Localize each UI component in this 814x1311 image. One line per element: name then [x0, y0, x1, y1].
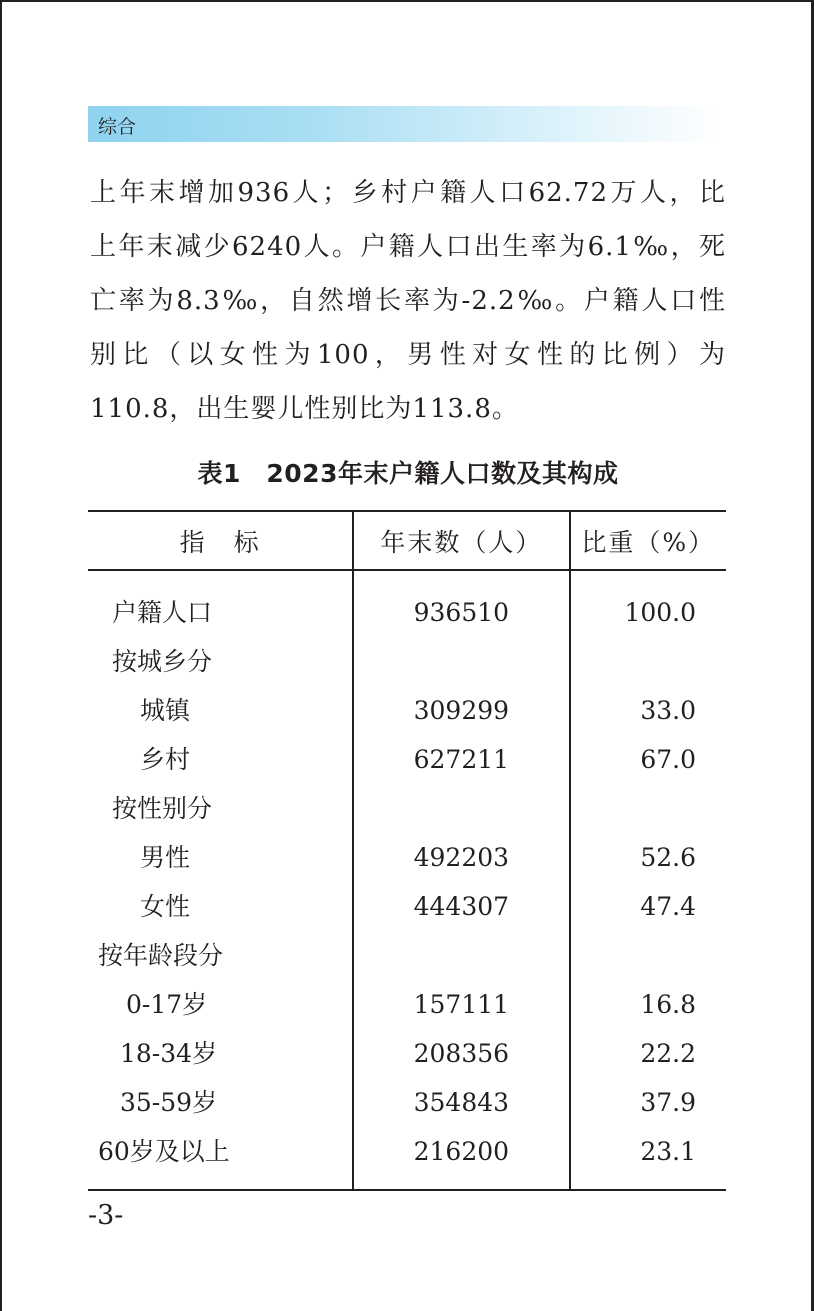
row-share: 100.0 [624, 598, 697, 627]
header-indicator: 指 标 [179, 527, 261, 557]
row-count: 492203 [413, 843, 510, 872]
page-number: -3- [88, 1200, 124, 1231]
paragraph-line: 上年末增加936人；乡村户籍人口62.72万人，比 [90, 178, 726, 208]
row-label: 35-59岁 [120, 1088, 218, 1117]
row-label: 按城乡分 [112, 647, 213, 676]
indicator-column [88, 588, 352, 1176]
paragraph-line: 亡率为8.3‰，自然增长率为-2.2‰。户籍人口性 [90, 286, 726, 316]
page-border-top [0, 0, 814, 2]
row-share: 23.1 [640, 1137, 697, 1166]
header-year-end-count: 年末数（人） [352, 512, 568, 569]
row-share [571, 637, 727, 686]
row-share [571, 931, 727, 980]
share-column [569, 571, 727, 1189]
row-count [354, 784, 568, 833]
row-count [354, 637, 568, 686]
row-count: 157111 [413, 990, 510, 1019]
row-label: 按年龄段分 [98, 941, 224, 970]
row-label: 按性别分 [112, 794, 213, 823]
table-title: 表1 2023年末户籍人口数及其构成 [197, 459, 619, 488]
row-share: 47.4 [640, 892, 697, 921]
row-share: 52.6 [640, 843, 697, 872]
row-share: 16.8 [640, 990, 697, 1019]
row-label: 户籍人口 [112, 598, 213, 627]
row-count: 208356 [413, 1039, 510, 1068]
row-share: 37.9 [640, 1088, 697, 1117]
section-header-band [88, 106, 720, 142]
row-count: 309299 [413, 696, 510, 725]
table-body [88, 571, 726, 1189]
body-paragraph [90, 166, 726, 436]
paragraph-line: 上年末减少6240人。户籍人口出生率为6.1‰，死 [90, 232, 726, 262]
section-label: 综合 [98, 116, 137, 138]
row-label: 18-34岁 [120, 1039, 218, 1068]
row-label: 0-17岁 [126, 990, 208, 1019]
row-label: 乡村 [140, 745, 191, 774]
table-header-row [88, 512, 726, 571]
row-count [354, 931, 568, 980]
row-share: 33.0 [640, 696, 697, 725]
row-count: 444307 [413, 892, 510, 921]
row-share [571, 784, 727, 833]
population-table [88, 510, 726, 1191]
header-share: 比重（%） [569, 512, 727, 569]
row-share: 67.0 [640, 745, 697, 774]
row-label: 60岁及以上 [98, 1137, 230, 1166]
row-count: 354843 [413, 1088, 510, 1117]
count-column [352, 571, 568, 1189]
row-count: 627211 [413, 745, 510, 774]
row-label: 城镇 [140, 696, 191, 725]
row-label: 男性 [140, 843, 191, 872]
paragraph-line: 别比（以女性为100，男性对女性的比例）为 [90, 340, 726, 370]
paragraph-line: 110.8，出生婴儿性别比为113.8。 [90, 394, 519, 424]
page-border-left [0, 0, 2, 1311]
row-count: 216200 [413, 1137, 510, 1166]
row-share: 22.2 [640, 1039, 697, 1068]
row-count: 936510 [413, 598, 510, 627]
row-label: 女性 [140, 892, 191, 921]
